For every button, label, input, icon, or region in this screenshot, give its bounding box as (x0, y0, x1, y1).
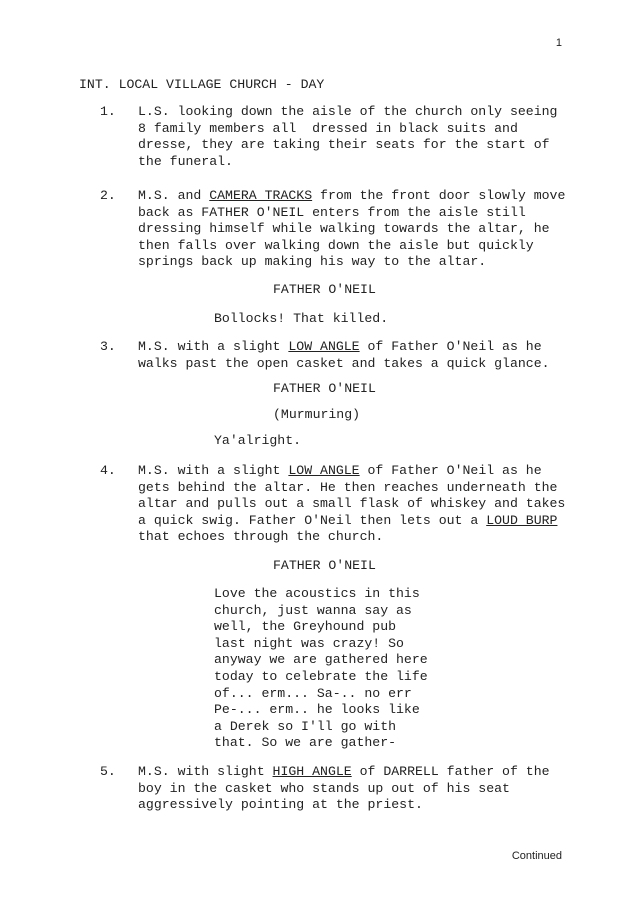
page-number: 1 (555, 37, 562, 49)
shot-description (138, 463, 568, 546)
shot-line (138, 356, 568, 373)
shot-line (138, 238, 568, 255)
shot-number: 2. (100, 188, 116, 203)
parenthetical: (Murmuring) (273, 407, 361, 422)
dialogue-line: well, the Greyhound pub (214, 619, 397, 635)
shot-line (138, 339, 568, 356)
dialogue-line: of... erm... Sa-.. no err (214, 685, 412, 701)
shot-text: dresse, they are taking their seats for the start of (138, 137, 550, 153)
shot-line (138, 797, 568, 814)
shot-number: 5. (100, 764, 116, 779)
shot-text: M.S. with a slight (138, 463, 289, 478)
shot-line (138, 463, 568, 480)
dialogue-block (214, 586, 434, 752)
shot-description (138, 764, 568, 814)
shot-line (138, 221, 568, 238)
dialogue-block (214, 433, 434, 450)
dialogue-block (214, 311, 434, 328)
shot-text: L.S. looking down the aisle of the church only seeing (138, 104, 558, 119)
dialogue-line: a Derek so I'll go with (214, 718, 397, 734)
shot-text: walks past the open casket and takes a quick glance. (138, 355, 550, 371)
shot-number: 1. (100, 104, 116, 119)
shot-line (138, 205, 568, 222)
dialogue-line: church, just wanna say as (214, 602, 412, 618)
shot-line (138, 137, 568, 154)
shot-text: a quick swig. Father O'Neil then lets out a (138, 512, 487, 528)
shot-text: back as FATHER O'NEIL enters from the aisle still (138, 204, 526, 220)
continued-label: Continued (511, 850, 562, 862)
dialogue-line: Bollocks! That killed. (214, 311, 389, 326)
dialogue-line: anyway we are gathered here (214, 652, 428, 668)
shot-text: 8 family members all dressed in black suits and (138, 120, 518, 136)
shot-line (138, 529, 568, 546)
shot-line (138, 513, 568, 530)
character-name: FATHER O'NEIL (273, 381, 376, 396)
shot-text: the funeral. (138, 153, 233, 169)
shot-number: 3. (100, 339, 116, 354)
dialogue-line: Pe-... erm.. he looks like (214, 702, 420, 718)
shot-text: aggressively pointing at the priest. (138, 797, 423, 813)
shot-text: of Father O'Neil as he (359, 339, 542, 354)
shot-line (138, 154, 568, 171)
shot-description (138, 188, 568, 271)
shot-text: then falls over walking down the aisle but quickly (138, 237, 534, 253)
camera-direction: LOUD BURP (486, 512, 558, 528)
scene-heading: INT. LOCAL VILLAGE CHURCH - DAY (79, 77, 325, 92)
shot-text: M.S. and (138, 188, 210, 203)
shot-text: M.S. with a slight (138, 339, 289, 354)
character-name: FATHER O'NEIL (273, 558, 376, 573)
camera-direction: LOW ANGLE (288, 339, 360, 354)
shot-line (138, 188, 568, 205)
shot-text: from the front door slowly move (312, 188, 566, 203)
camera-direction: CAMERA TRACKS (209, 188, 313, 203)
dialogue-line: last night was crazy! So (214, 635, 404, 651)
shot-line (138, 254, 568, 271)
character-name: FATHER O'NEIL (273, 282, 376, 297)
shot-text: that echoes through the church. (138, 529, 384, 545)
shot-description (138, 339, 568, 372)
dialogue-line: that. So we are gather- (214, 735, 397, 751)
shot-text: springs back up making his way to the altar. (138, 254, 487, 270)
shot-line (138, 480, 568, 497)
shot-text: of DARRELL father of the (351, 764, 550, 779)
shot-text: of Father O'Neil as he (359, 463, 542, 478)
shot-description (138, 104, 568, 170)
dialogue-line: today to celebrate the life (214, 668, 428, 684)
shot-line (138, 104, 568, 121)
camera-direction: HIGH ANGLE (272, 764, 352, 779)
shot-text: altar and pulls out a small flask of whiskey and takes (138, 496, 566, 512)
shot-text: dressing himself while walking towards the altar, he (138, 221, 550, 237)
dialogue-line: Love the acoustics in this (214, 586, 420, 601)
shot-text: boy in the casket who stands up out of his seat (138, 780, 510, 796)
shot-line (138, 781, 568, 798)
shot-text: gets behind the altar. He then reaches underneath the (138, 479, 558, 495)
shot-number: 4. (100, 463, 116, 478)
shot-line (138, 496, 568, 513)
dialogue-line: Ya'alright. (214, 433, 302, 448)
shot-line (138, 121, 568, 138)
camera-direction: LOW ANGLE (288, 463, 360, 478)
shot-text: M.S. with slight (138, 764, 273, 779)
shot-line (138, 764, 568, 781)
